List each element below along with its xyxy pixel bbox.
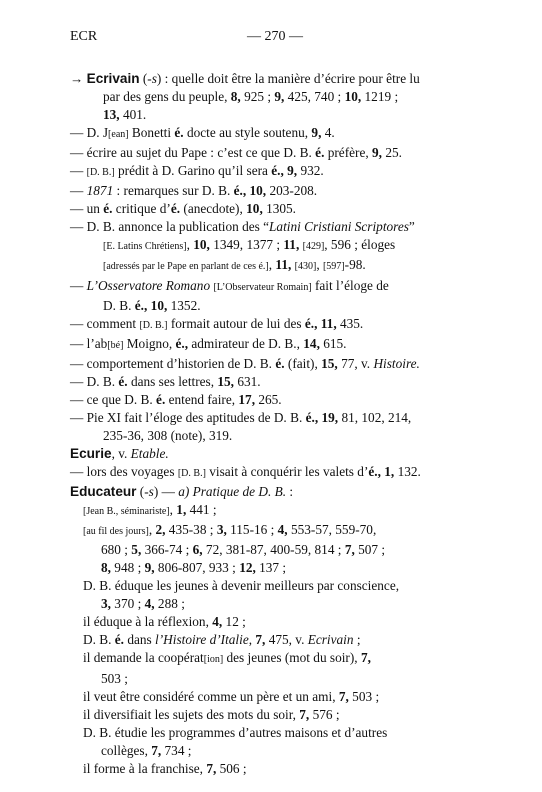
entry-text: [au fil des jours]	[83, 526, 149, 538]
entry-text: collèges,	[101, 742, 152, 758]
entry-text: 8,	[101, 560, 111, 576]
entry-text: ,	[248, 632, 256, 648]
index-line	[70, 88, 475, 106]
entry-text: 10,	[246, 201, 263, 217]
entry-text: 15,	[217, 373, 234, 389]
index-line	[70, 391, 475, 409]
entry-text: Bonetti	[128, 125, 175, 141]
entry-text: Ecrivain	[307, 632, 354, 648]
entry-text: 1349, 1377 ;	[209, 237, 284, 253]
entry-text: [597]	[322, 261, 345, 273]
entry-text: [bé]	[107, 339, 124, 351]
index-line	[70, 631, 475, 649]
index-line	[70, 688, 475, 706]
index-line	[70, 256, 475, 276]
entry-text: s	[148, 484, 154, 500]
entry-text: — Pie XI fait l’éloge des aptitudes de D. B.	[70, 409, 306, 425]
entry-text: 7,	[299, 706, 310, 722]
entry-text: é.	[103, 201, 113, 217]
entry-text: 734 ;	[161, 742, 192, 758]
entry-text: [D. B.]	[139, 319, 168, 331]
entry-text: 12 ;	[222, 614, 246, 630]
entry-text: D. B.	[83, 632, 115, 648]
index-line	[70, 521, 475, 541]
entry-text: , v.	[111, 445, 131, 461]
entry-text: é.	[315, 145, 325, 161]
section-label: ECR	[70, 29, 98, 44]
index-line	[70, 182, 475, 200]
index-line	[70, 706, 475, 724]
index-line	[70, 315, 475, 335]
entry-text: 4,	[212, 614, 223, 630]
entry-text: [ion]	[203, 654, 224, 666]
entry-text: 948 ;	[110, 560, 145, 576]
entry-text: 366-74 ;	[141, 542, 193, 558]
entry-text: 1871	[86, 183, 114, 199]
entry-text: — D. J	[70, 125, 109, 141]
entry-text: ,	[169, 502, 177, 518]
entry-text: ;	[353, 632, 361, 648]
entry-text: 5,	[131, 542, 142, 558]
entry-text: il demande la coopérat	[83, 650, 204, 666]
entry-text: 7,	[360, 650, 371, 666]
entry-text: 12,	[239, 560, 256, 576]
entry-text: [adressés par le Pape en parlant de ces é.]	[103, 261, 269, 273]
entry-text: 1352.	[167, 297, 201, 313]
entry-text: é.,	[271, 163, 284, 179]
entry-text: D. B.	[103, 297, 135, 313]
entry-text: 4.	[321, 125, 335, 141]
entry-text: dans	[124, 632, 156, 648]
entry-text: Latini Cristiani Scriptores	[269, 219, 409, 235]
entry-text: 576 ;	[309, 706, 340, 722]
entry-text: — un	[70, 201, 104, 217]
entry-text: Histoire.	[373, 355, 420, 371]
entry-text: 425, 740 ;	[284, 89, 345, 105]
index-line	[70, 463, 475, 483]
entry-text: 932.	[297, 163, 324, 179]
index-line	[70, 445, 475, 463]
entry-text: 441 ;	[186, 502, 217, 518]
entry-text: 475, v.	[265, 632, 308, 648]
entry-text: D. B. étudie les programmes d’autres maisons et d’autres	[83, 724, 388, 740]
entry-text: é.,	[305, 409, 319, 425]
index-line	[70, 106, 475, 124]
entry-text: é.,	[304, 315, 318, 331]
index-line	[70, 409, 475, 427]
entry-text: 680 ;	[101, 542, 132, 558]
entry-text: 9,	[274, 89, 285, 105]
entry-text: Moigno,	[123, 335, 176, 351]
entry-text: 1,	[176, 502, 187, 518]
index-line	[70, 613, 475, 631]
entry-text: 401.	[119, 107, 147, 123]
index-line	[70, 559, 475, 577]
entry-text: 10,	[150, 297, 168, 313]
entry-text: 25.	[382, 145, 402, 161]
index-line	[70, 577, 475, 595]
entry-text: 72, 381-87, 400-59, 814 ;	[202, 542, 345, 558]
entry-text: 615.	[319, 335, 347, 351]
entry-text: 1305.	[262, 201, 297, 217]
entry-text: 288 ;	[154, 596, 185, 612]
entry-text: 7,	[255, 632, 266, 648]
index-line	[70, 355, 475, 373]
entry-text: dans ses lettres,	[127, 373, 218, 389]
entry-text: admirateur de D. B.,	[188, 335, 304, 351]
index-line	[70, 335, 475, 355]
entry-text: — écrire au sujet du Pape : c’est ce que D. B.	[70, 145, 316, 161]
entry-text: 265.	[255, 391, 282, 407]
entry-text: visait à conquérir les valets d’	[205, 463, 369, 479]
entry-text: préfère,	[324, 145, 373, 161]
entry-headword: Educateur	[70, 484, 137, 500]
index-entries	[70, 70, 475, 778]
arrow-icon: →	[70, 71, 87, 86]
entry-text: [ean]	[108, 129, 129, 141]
entry-text: 132.	[394, 463, 421, 479]
entry-text: ,	[148, 522, 156, 538]
entry-text: (-	[136, 484, 149, 500]
entry-text: 8,	[230, 89, 241, 105]
entry-text: il diversifiait les sujets des mots du soir,	[83, 706, 300, 722]
index-line	[70, 70, 475, 88]
entry-text: 503 ;	[348, 688, 380, 704]
entry-text: 11,	[275, 257, 292, 273]
entry-text: critique d’	[112, 201, 171, 217]
entry-text: [L’Observateur Romain]	[213, 281, 312, 293]
entry-text: D. B. éduque les jeunes à devenir meilleurs par conscience,	[83, 578, 400, 594]
entry-text: — D. B.	[70, 373, 119, 389]
entry-text: , 596 ; éloges	[324, 237, 396, 253]
entry-text: 13,	[103, 107, 120, 123]
index-line	[70, 200, 475, 218]
entry-text: 3,	[101, 596, 111, 612]
page-number: — 270 —	[247, 29, 303, 44]
entry-text: l’Histoire d’Italie	[155, 632, 249, 648]
entry-text: 806-807, 933 ;	[154, 560, 240, 576]
entry-text: (fait),	[284, 355, 322, 371]
entry-text: é.	[174, 125, 184, 141]
entry-text: 7,	[344, 542, 355, 558]
entry-text: é.,	[233, 183, 247, 199]
entry-text: é.	[156, 391, 166, 407]
entry-text: 235-36, 308 (note), 319.	[103, 427, 233, 443]
entry-text: 1219 ;	[361, 89, 399, 105]
entry-text: — l’ab	[70, 335, 108, 351]
entry-text: :	[286, 484, 294, 500]
entry-text: 506 ;	[216, 760, 247, 776]
entry-text: ,	[316, 257, 323, 273]
entry-text: 81, 102, 214,	[338, 409, 412, 425]
entry-text: 11,	[320, 315, 337, 331]
index-line	[70, 742, 475, 760]
entry-text: entend faire,	[165, 391, 239, 407]
entry-text: 15,	[321, 355, 338, 371]
entry-text: 7,	[151, 742, 162, 758]
entry-text: 14,	[303, 335, 320, 351]
entry-text: 115-16 ;	[226, 522, 278, 538]
entry-headword: Ecurie	[70, 445, 112, 461]
entry-text: é.,	[175, 335, 189, 351]
entry-text: 435.	[336, 315, 364, 331]
index-line	[70, 124, 475, 144]
entry-text: (-	[139, 71, 152, 86]
entry-text: — comment	[70, 315, 140, 331]
index-line	[70, 297, 475, 315]
entry-text: é.,	[368, 463, 381, 479]
entry-text: 2,	[155, 522, 166, 538]
entry-text: 17,	[238, 391, 256, 407]
page-header	[70, 29, 480, 49]
entry-text: (anecdote),	[180, 201, 247, 217]
entry-text: 370 ;	[110, 596, 145, 612]
entry-text: 10,	[193, 237, 210, 253]
entry-text: ,	[268, 257, 276, 273]
entry-text: 435-38 ;	[165, 522, 217, 538]
entry-text: 10,	[344, 89, 362, 105]
entry-text: formait autour de lui des	[167, 315, 305, 331]
entry-text: —	[70, 163, 87, 179]
entry-text: — D. B. annonce la publication des “	[70, 219, 270, 235]
entry-text: 19,	[321, 409, 339, 425]
entry-text: 9,	[144, 560, 155, 576]
index-line	[70, 501, 475, 521]
entry-text: 137 ;	[255, 560, 287, 576]
entry-text: 7,	[206, 760, 217, 776]
index-line	[70, 218, 475, 236]
entry-text: -98.	[344, 257, 366, 273]
entry-text: 203-208.	[266, 183, 318, 199]
entry-text: 7,	[338, 688, 349, 704]
index-line	[70, 277, 475, 297]
entry-headword: Ecrivain	[86, 71, 140, 86]
entry-text: — lors des voyages	[70, 463, 178, 479]
entry-text: ,	[186, 237, 194, 253]
entry-text: il éduque à la réflexion,	[83, 614, 213, 630]
entry-text: 9,	[372, 145, 383, 161]
entry-text: Etable.	[130, 445, 169, 461]
entry-text: [430]	[294, 261, 317, 273]
entry-text: il forme à la franchise,	[83, 760, 207, 776]
entry-text: prédit à D. Garino qu’il sera	[114, 163, 272, 179]
index-line	[70, 541, 475, 559]
entry-text: : remarques sur D. B.	[113, 183, 234, 199]
entry-text: é.	[170, 201, 181, 217]
entry-text: 4,	[144, 596, 155, 612]
entry-text: 10,	[249, 183, 267, 199]
entry-text: 631.	[234, 373, 261, 389]
entry-text: 553-57, 559-70,	[287, 522, 377, 538]
index-line	[70, 373, 475, 391]
entry-text: 925 ;	[240, 89, 275, 105]
entry-text: 9,	[311, 125, 322, 141]
entry-text: [D. B.]	[177, 467, 206, 479]
entry-text: [D. B.]	[86, 167, 115, 179]
entry-text: 11,	[283, 237, 300, 253]
index-line	[70, 483, 475, 501]
index-line	[70, 236, 475, 256]
entry-text: é.,	[134, 297, 148, 313]
entry-text: s	[151, 71, 157, 86]
entry-text: ) —	[153, 484, 179, 500]
entry-text: 503 ;	[101, 670, 128, 686]
index-line	[70, 595, 475, 613]
index-line	[70, 649, 475, 669]
entry-text: [Jean B., séminariste]	[83, 506, 170, 518]
entry-text: fait l’éloge de	[311, 277, 389, 293]
index-line	[70, 427, 475, 445]
entry-text: —	[70, 183, 87, 199]
entry-text: 1,	[384, 463, 395, 479]
entry-text: ) : quelle doit être la manière d’écrire pour être lu	[156, 71, 420, 86]
index-line	[70, 162, 475, 182]
entry-text: L’Osservatore Romano	[86, 277, 211, 293]
entry-text: [429]	[302, 241, 325, 253]
index-line	[70, 670, 475, 688]
entry-text: [E. Latins Chrétiens]	[103, 241, 187, 253]
entry-text: 3,	[216, 522, 227, 538]
index-line	[70, 144, 475, 162]
entry-text: 507 ;	[354, 542, 386, 558]
index-line	[70, 724, 475, 742]
entry-text: des jeunes (mot du soir),	[223, 650, 361, 666]
entry-text: docte au style soutenu,	[183, 125, 312, 141]
entry-text: 9,	[287, 163, 298, 179]
entry-text: é.	[118, 373, 128, 389]
entry-text: par des gens du peuple,	[103, 89, 231, 105]
entry-text: 77, v.	[337, 355, 374, 371]
entry-text: — ce que D. B.	[70, 391, 157, 407]
entry-text: a) Pratique de D. B.	[178, 484, 287, 500]
entry-text: il veut être considéré comme un père et un ami,	[83, 688, 339, 704]
entry-text: é.	[275, 355, 285, 371]
entry-text: — comportement d’historien de D. B.	[70, 355, 276, 371]
entry-text: ”	[408, 219, 415, 235]
entry-text: 6,	[192, 542, 203, 558]
entry-text: 4,	[277, 522, 288, 538]
entry-text: —	[70, 277, 87, 293]
entry-text: é.	[114, 632, 125, 648]
index-line	[70, 760, 475, 778]
